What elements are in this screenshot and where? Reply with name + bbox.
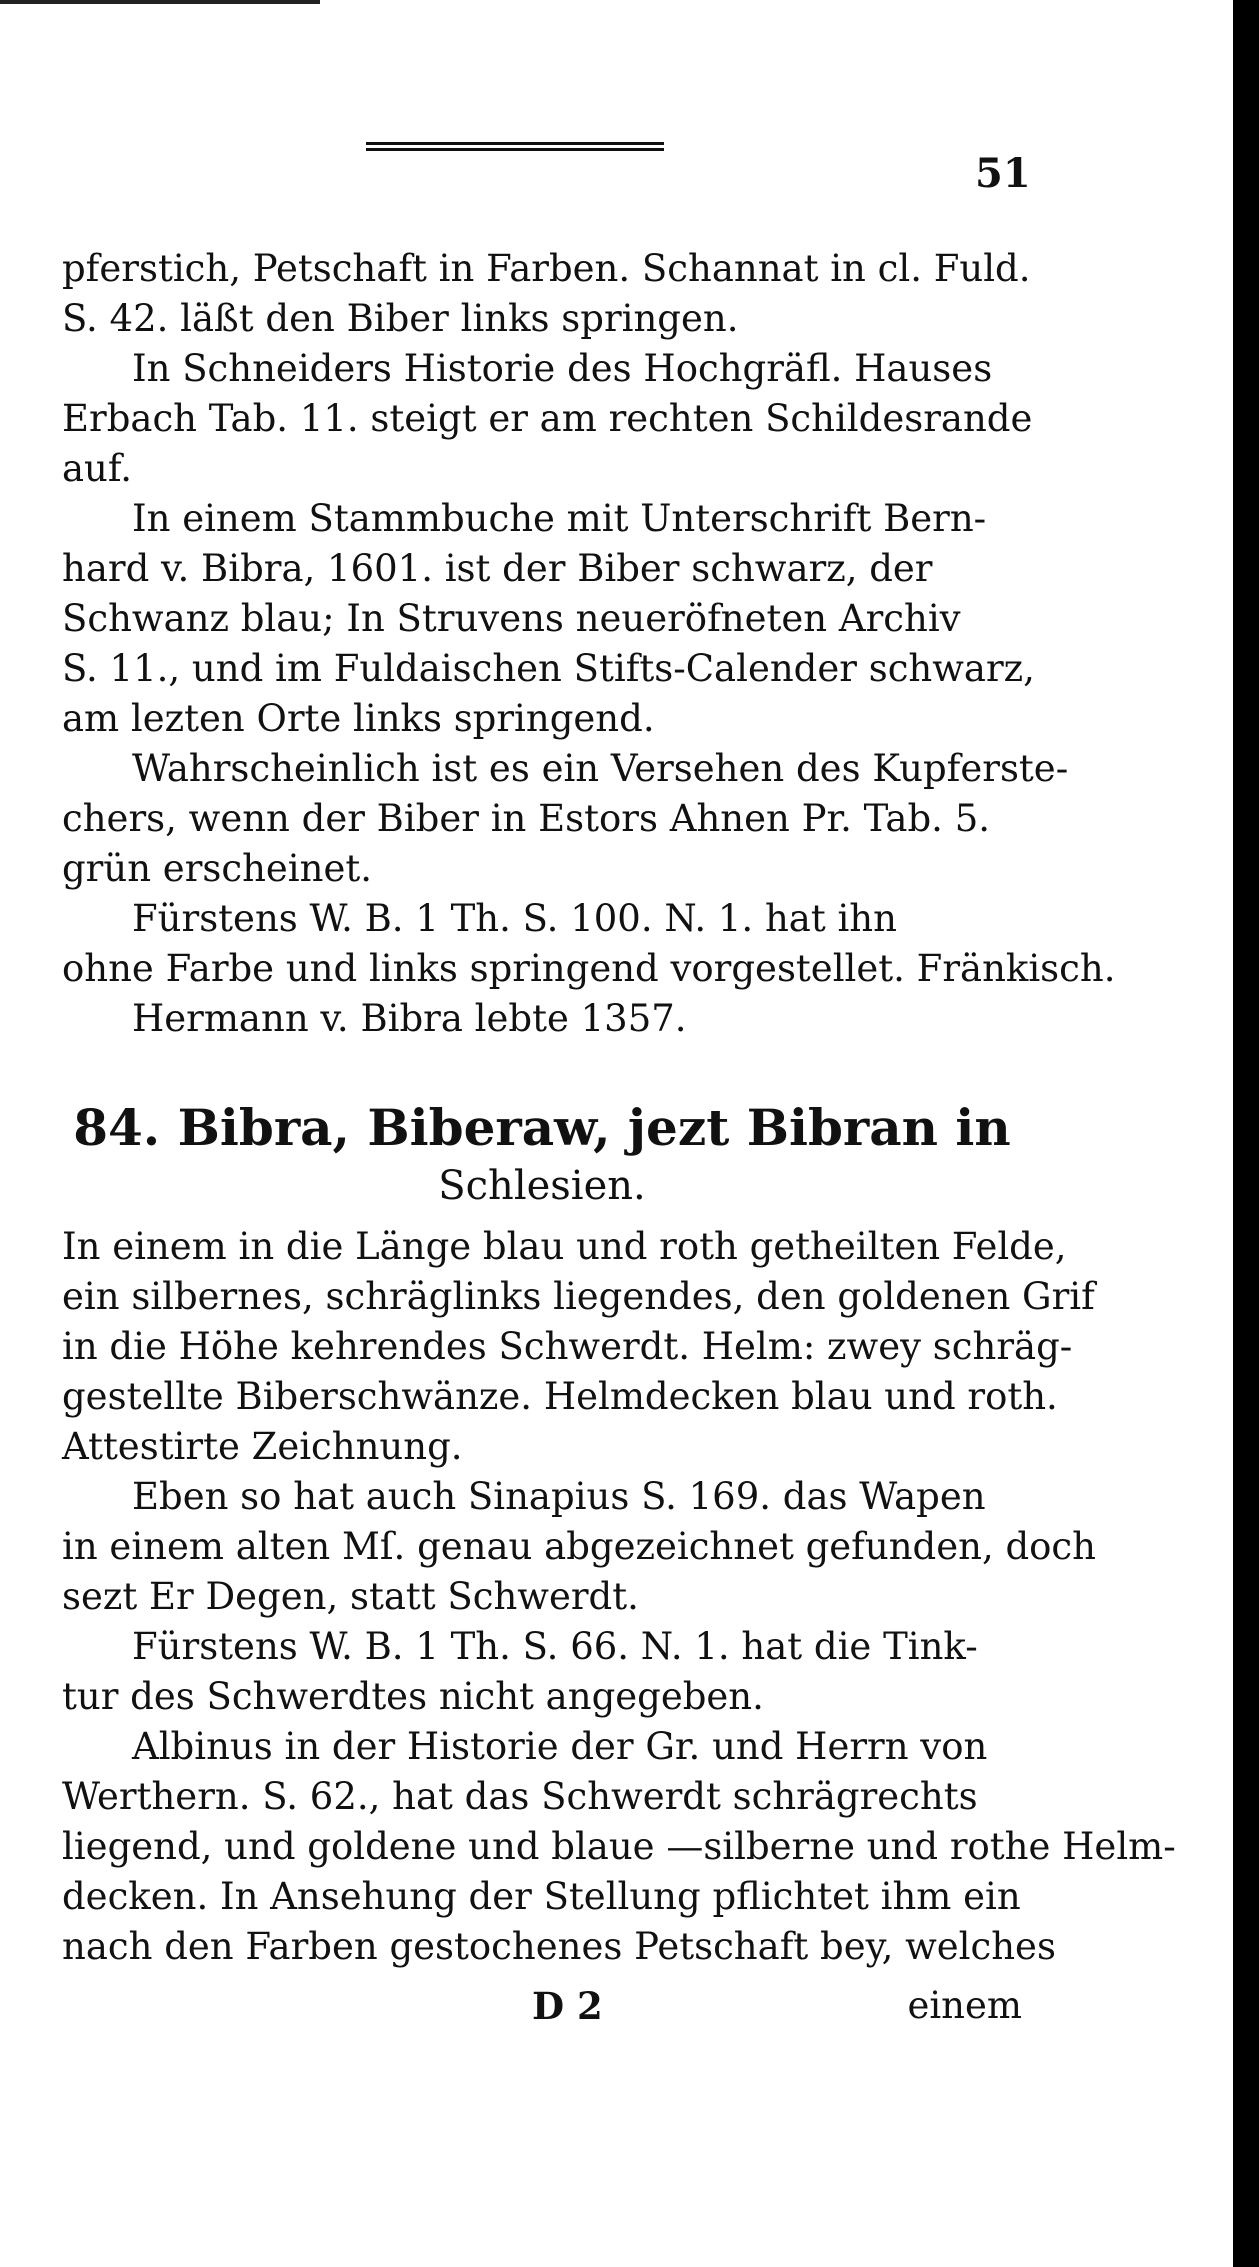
text-line: In einem in die Länge blau und roth getheilten Felde, <box>62 1225 1067 1268</box>
text-line: ein silbernes, schräglinks liegendes, den goldenen Grif <box>62 1275 1095 1318</box>
text-line: Werthern. S. 62., hat das Schwerdt schrägrechts <box>62 1775 978 1818</box>
text-line: grün erscheinet. <box>62 847 373 890</box>
text-line: in einem alten Mſ. genau abgezeichnet gefunden, doch <box>62 1525 1096 1568</box>
section-heading <box>62 1096 1022 1212</box>
text-line: Schwanz blau; In Struvens neueröfneten Archiv <box>62 597 961 640</box>
text-line: tur des Schwerdtes nicht angegeben. <box>62 1675 764 1718</box>
text-section-b <box>62 1222 1176 1972</box>
text-line: In einem Stammbuche mit Unterschrift Bern- <box>132 497 987 540</box>
text-line: Hermann v. Bibra lebte 1357. <box>132 997 687 1040</box>
text-line: in die Höhe kehrendes Schwerdt. Helm: zwey schräg- <box>62 1325 1073 1368</box>
text-line: Erbach Tab. 11. steigt er am rechten Schildesrande <box>62 397 1033 440</box>
text-line: liegend, und goldene und blaue —silberne und rothe Helm- <box>62 1825 1176 1868</box>
section-heading-title: 84. Bibra, Biberaw, jezt Bibran in <box>73 1098 1011 1157</box>
page-footer <box>62 1980 1022 2032</box>
text-line: S. 42. läßt den Biber links springen. <box>62 297 739 340</box>
text-line: Fürstens W. B. 1 Th. S. 66. N. 1. hat die Tink- <box>132 1625 978 1668</box>
scan-edge-right <box>1233 0 1259 2267</box>
text-line: Wahrscheinlich ist es ein Versehen des Kupferste- <box>132 747 1069 790</box>
text-line: Fürstens W. B. 1 Th. S. 100. N. 1. hat ihn <box>132 897 897 940</box>
text-line: In Schneiders Historie des Hochgräfl. Hauses <box>132 347 993 390</box>
text-line: Albinus in der Historie der Gr. und Herrn von <box>132 1725 988 1768</box>
text-line: ohne Farbe und links springend vorgestellet. Fränkisch. <box>62 947 1116 990</box>
catchword: einem <box>907 1984 1022 2027</box>
text-line: Eben so hat auch Sinapius S. 169. das Wapen <box>132 1475 986 1518</box>
text-line: nach den Farben gestochenes Petschaft bey, welches <box>62 1925 1056 1968</box>
section-heading-subtitle: Schlesien. <box>438 1163 646 1209</box>
text-line: gestellte Biberschwänze. Helmdecken blau und roth. <box>62 1375 1058 1418</box>
text-line: decken. In Ansehung der Stellung pflichtet ihm ein <box>62 1875 1021 1918</box>
text-line: hard v. Bibra, 1601. ist der Biber schwarz, der <box>62 547 933 590</box>
text-section-a <box>62 244 1116 1044</box>
scan-edge-top <box>0 0 320 4</box>
text-line: auf. <box>62 447 133 490</box>
text-line: Attestirte Zeichnung. <box>62 1425 463 1468</box>
signature-mark: D 2 <box>532 1984 603 2028</box>
page-number: 51 <box>975 150 1031 197</box>
text-line: chers, wenn der Biber in Estors Ahnen Pr. Tab. 5. <box>62 797 990 840</box>
text-line: S. 11., und im Fuldaischen Stifts-Calender schwarz, <box>62 647 1035 690</box>
text-line: sezt Er Degen, statt Schwerdt. <box>62 1575 639 1618</box>
text-line: pferstich, Petschaft in Farben. Schannat in cl. Fuld. <box>62 247 1031 290</box>
header-rule-ornament <box>366 142 664 156</box>
text-line: am lezten Orte links springend. <box>62 697 655 740</box>
